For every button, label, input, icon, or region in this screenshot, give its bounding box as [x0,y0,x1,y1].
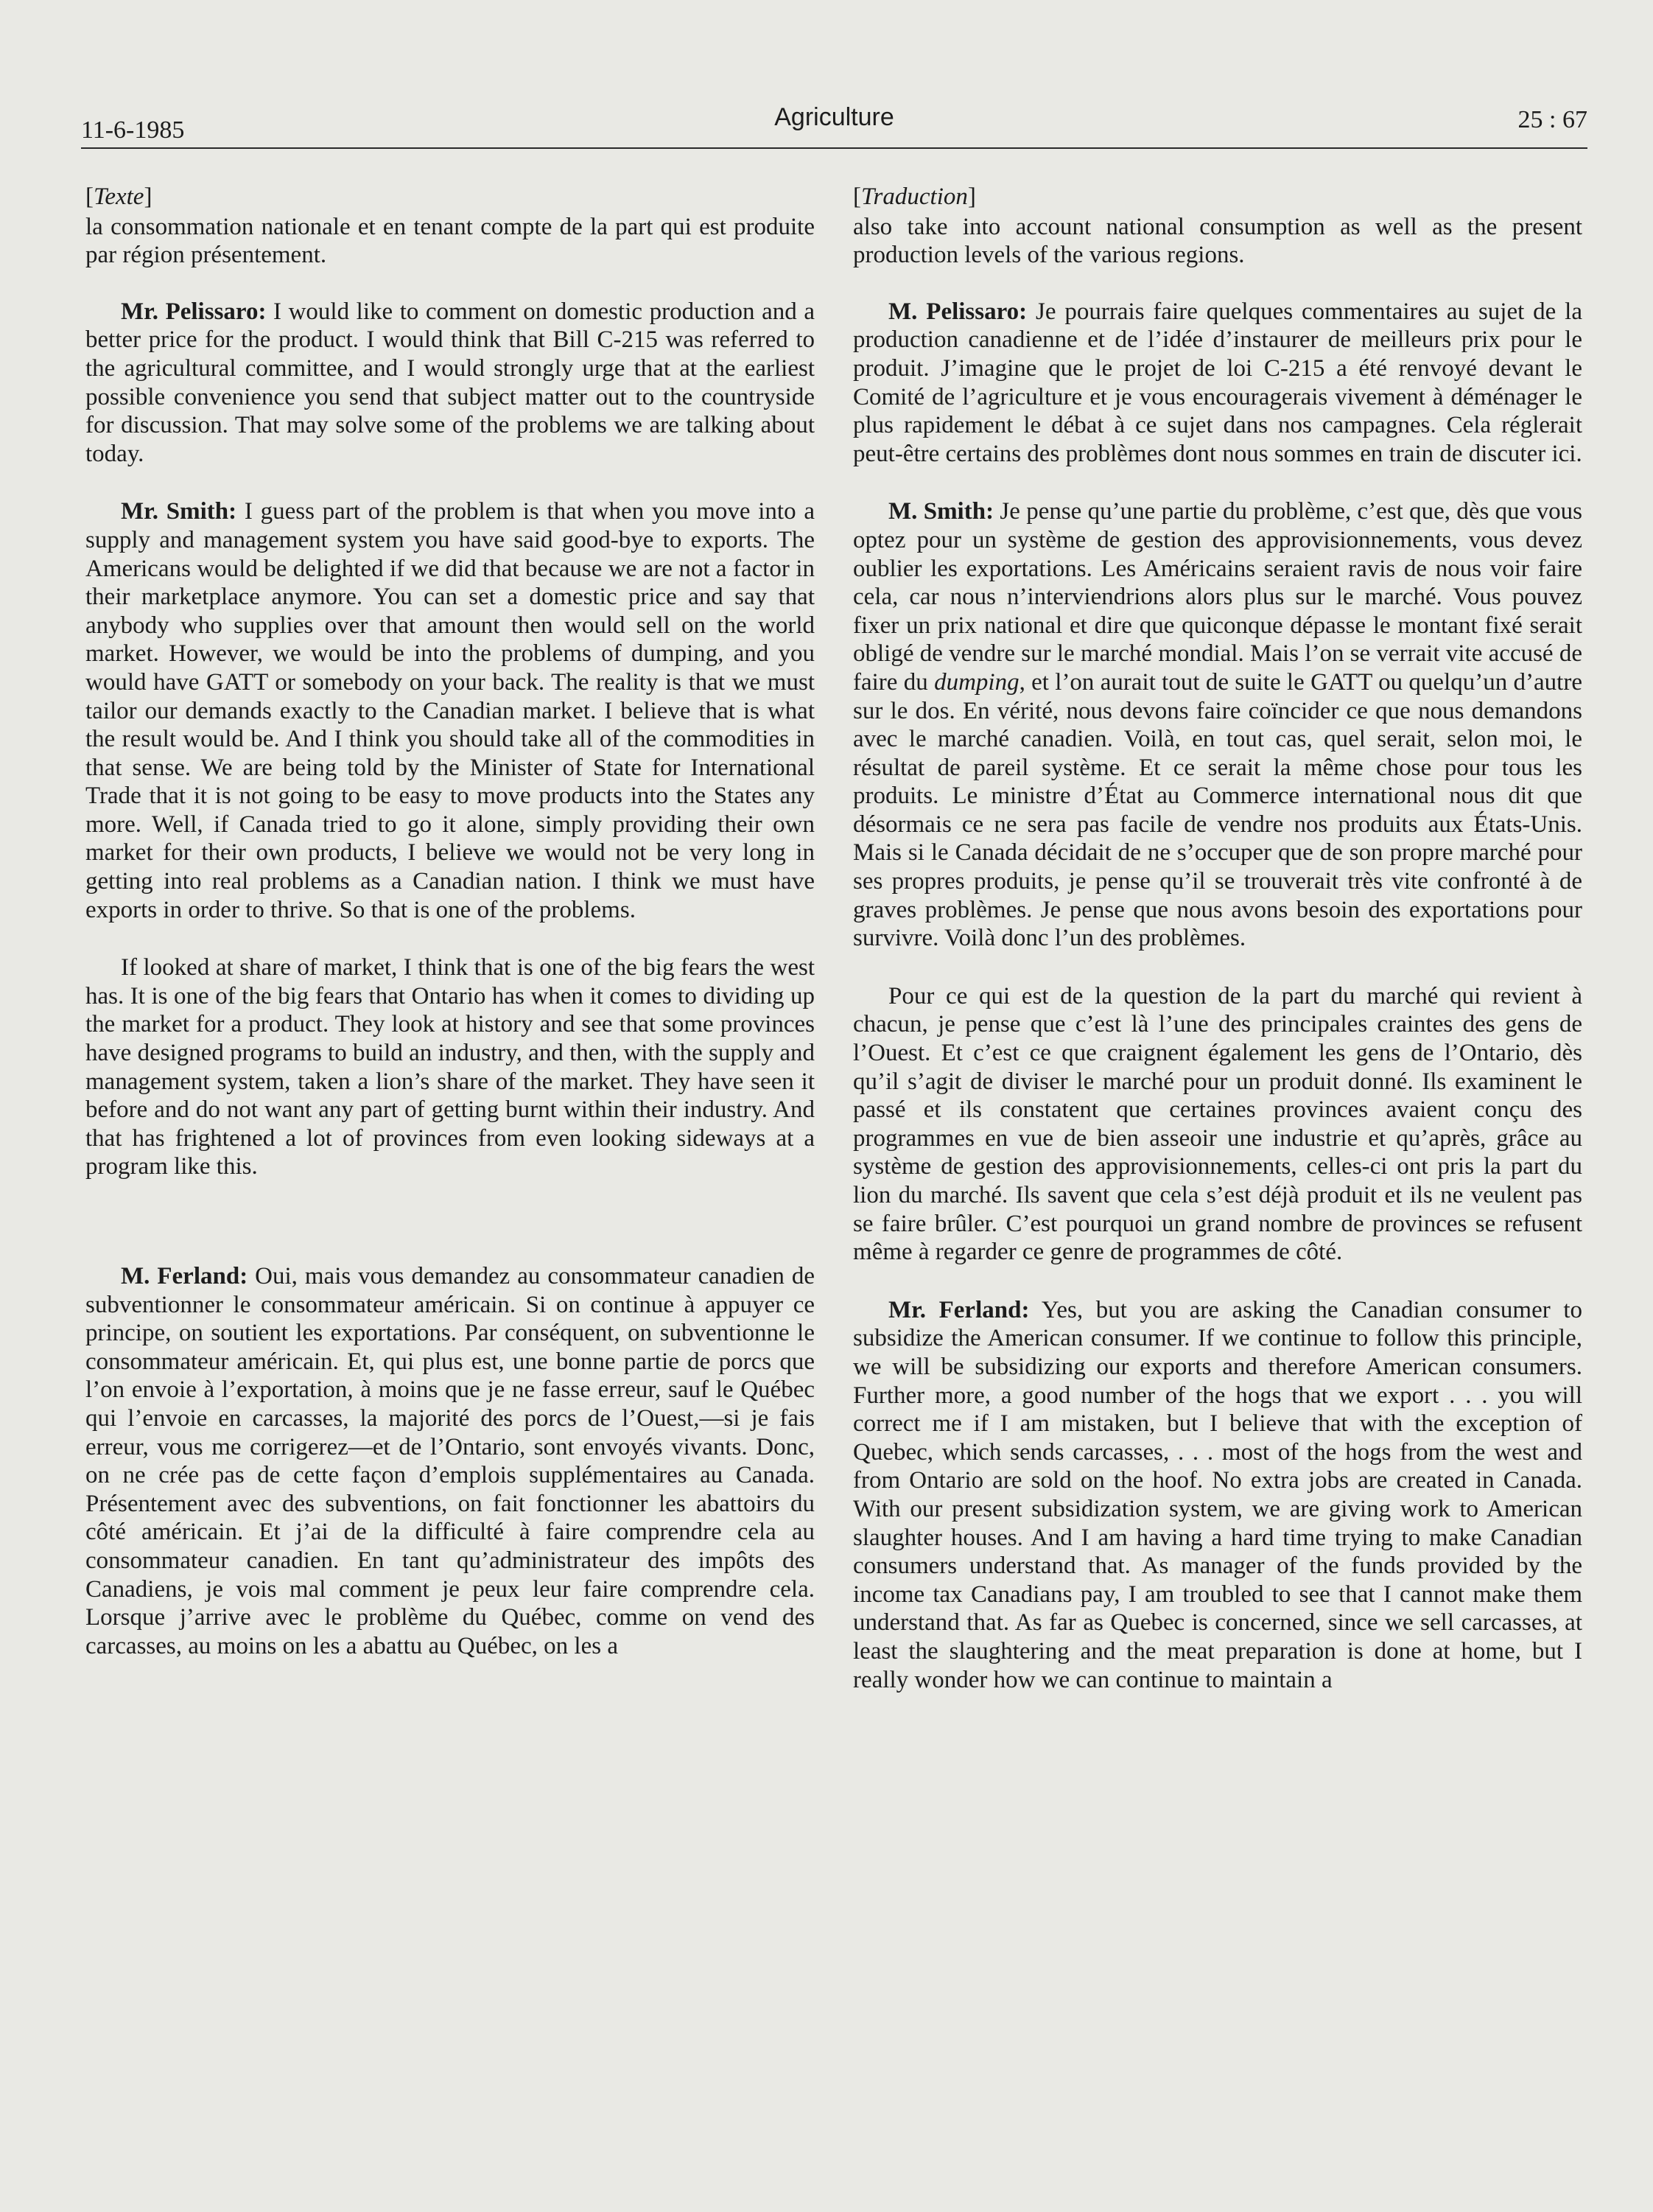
paragraph [853,298,1582,469]
speaker-name: Mr. Smith: [121,498,237,525]
column-tag: [Traduction] [853,183,976,210]
header-date: 11-6-1985 [81,116,185,144]
paragraph-text: Oui, mais vous demandez au consommateur canadien de subventionner le consommateur américain. Si on continue à appuyer ce principe, on soutient les exportations. Par conséquent, on subventionne le consommateur américain. Et, qui plus est, une bonne partie de porcs que l’on envoie à l’exportation, à moins que je ne fasse erreur, sauf le Québec qui l’envoie en carcasses, la majorité des porcs de l’Ouest,—si je fais erreur, vous me corrigerez—et de l’Ontario, sont envoyés vivants. Donc, on ne crée pas de cette façon d’emplois supplémentaires au Canada. Présentement avec des subventions, on fait fonctionner les abattoirs du côté américain. Et j’ai de la difficulté à faire comprendre cela au consommateur canadien. En tant qu’administrateur des impôts des Canadiens, je vois mal comment je peux leur faire comprendre cela. Lorsque j’arrive avec le problème du Québec, comme on vend des carcasses, au moins on les a abattu au Québec, on les a [85,1263,815,1659]
column-tag-label: Texte [94,183,144,210]
paragraph: la consommation nationale et en tenant compte de la part qui est produite par région présentement. [85,213,815,269]
paragraph [85,497,815,924]
speaker-name: Mr. Ferland: [888,1296,1030,1323]
right-column [853,183,1582,1694]
paragraph [853,1296,1582,1694]
paragraph-text: I guess part of the problem is that when you move into a supply and management system you have said good-bye to exports. The Americans would be delighted if we did that because we are not a factor in their marketplace anymore. You can set a domestic price and say that anybody who supplies over that amount then would sell on the world market. However, we would be into the problems of dumping, and you would have GATT or somebody on your back. The reality is that we must tailor our demands exactly to the Canadian market. I believe that is what the result would be. And I think you should take all of the commodities in that sense. We are being told by the Minister of State for International Trade that it is not going to be easy to move products into the States any more. Well, if Canada tried to go it alone, simply providing their own market for their own products, I believe we would not be very long in getting into real problems as a Canadian nation. I think we must have exports in order to thrive. So that is one of the problems. [85,498,815,923]
paragraph [85,298,815,469]
paragraph: If looked at share of market, I think that is one of the big fears the west has. It is one of the big fears that Ontario has when it comes to dividing up the market for a product. They look at history and see that some provinces have designed programs to build an industry, and then, with the supply and management system, taken a lion’s share of the market. They have seen it before and do not want any part of getting burnt within their industry. And that has frightened a lot of provinces from even looking sideways at a program like this. [85,954,815,1180]
paragraph-text: Je pourrais faire quelques commentaires au sujet de la production canadienne et de l’idée d’instaurer de meilleurs prix pour le produit. J’imagine que le projet de loi C-215 a été renvoyé devant le Comité de l’agriculture et je vous encouragerais vivement à déménager le plus rapidement le débat à ce sujet dans nos campagnes. Cela réglerait peut-être certains des problèmes dont nous sommes en train de discuter ici. [853,298,1583,467]
paragraph [853,497,1582,953]
speaker-name: M. Pelissaro: [888,298,1028,325]
column-tag-label: Traduction [861,183,968,210]
paragraph: Pour ce qui est de la question de la part du marché qui revient à chacun, je pense que c’est là l’une des principales craintes des gens de l’Ouest. Et c’est ce que craignent également les gens de l’Ontario, dès qu’il s’agit de diviser le marché pour un produit donné. Ils examinent le passé et ils constatent que certaines provinces avaient conçu des programmes en vue de bien asseoir une industrie et qu’après, grâce au système de gestion des approvisionnements, celles-ci ont pris la part du lion du marché. Ils savent que cela s’est déjà produit et ils ne veulent pas se faire brûler. C’est pourquoi un grand nombre de provinces se refusent même à regarder ce genre de programmes de côté. [853,982,1582,1266]
speaker-name: M. Ferland: [121,1263,248,1289]
speaker-name: Mr. Pelissaro: [121,298,267,325]
emphasis: dumping [934,668,1019,696]
paragraph-text: I would like to comment on domestic production and a better price for the product. I would think that Bill C-215 was referred to the agricultural committee, and I would strongly urge that at the earliest possible convenience you send that subject matter out to the countryside for discussion. That may solve some of the problems we are talking about today. [85,298,815,467]
speaker-name: M. Smith: [888,498,994,525]
paragraph [85,1262,815,1660]
column-tag: [Texte] [85,183,152,210]
left-column [85,183,815,1660]
paragraph-text: Yes, but you are asking the Canadian consumer to subsidize the American consumer. If we continue to follow this principle, we will be subsidizing our exports and therefore American consumers. Further more, a good number of the hogs that we export . . . you will correct me if I am mistaken, but I believe that with the exception of Quebec, which sends carcasses, . . . most of the hogs from the west and from Ontario are sold on the hoof. No extra jobs are created in Canada. With our present subsidization system, we are giving work to American slaughter houses. And I am having a hard time trying to make Canadian consumers understand that. As manager of the funds provided by the income tax Canadians pay, I am troubled to see that I cannot make them understand that. As far as Quebec is concerned, since we sell carcasses, at least the slaughtering and the meat preparation is done at home, but I really wonder how we can continue to maintain a [853,1296,1582,1693]
paragraph-text: Je pense qu’une partie du problème, c’est que, dès que vous optez pour un système de gestion des approvisionnements, vous devez oublier les exportations. Les Américains seraient ravis de nous voir faire cela, car nous n’interviendrions alors plus sur le marché. Vous pouvez fixer un prix national et dire que quiconque dépasse le montant fixé serait obligé de vendre sur le marché mondial. Mais l’on se verrait vite accusé de faire du [853,498,1582,696]
paragraph-text: , et l’on aurait tout de suite le GATT ou quelqu’un d’autre sur le dos. En vérité, nous devons faire coïncider ce que nous demandons avec le marché canadien. Voilà, en tout cas, quel serait, selon moi, le résultat de pareil système. Et ce serait la même chose pour tous les produits. Le ministre d’État au Commerce international nous dit que désormais ce ne sera pas facile de vendre nos produits aux États-Unis. Mais si le Canada décidait de ne s’occuper que de son propre marché pour ses propres produits, je pense qu’il se trouverait très vite confronté à de graves problèmes. Je pense que nous avons besoin des exportations pour survivre. Voilà donc l’un des problèmes. [853,668,1582,952]
running-header [81,103,1587,149]
header-page-number: 25 : 67 [1517,106,1587,133]
header-title: Agriculture [774,103,894,131]
paragraph: also take into account national consumption as well as the present production levels of the various regions. [853,213,1582,269]
